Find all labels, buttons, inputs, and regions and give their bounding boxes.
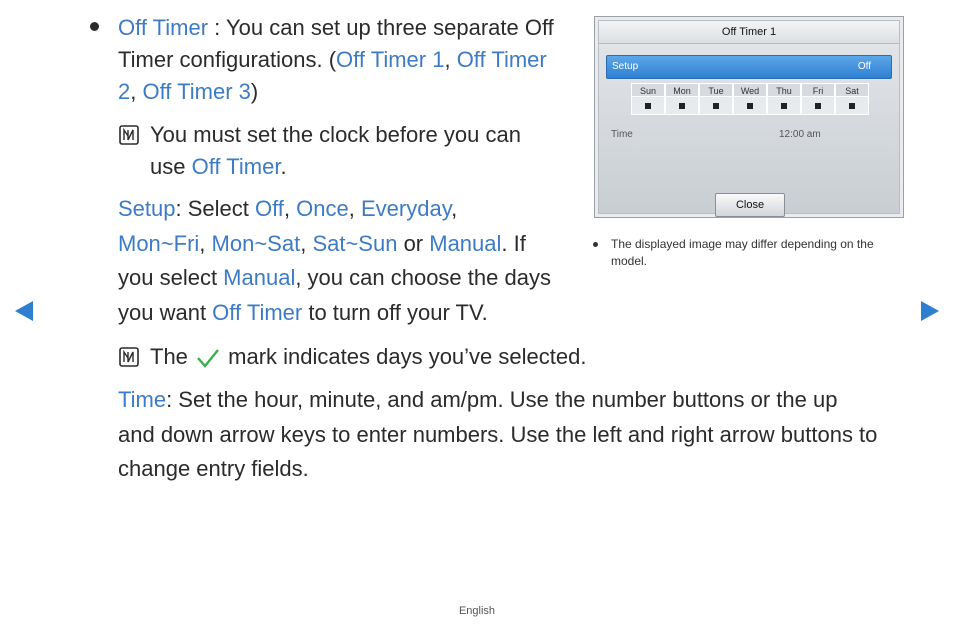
note-icon <box>119 125 139 145</box>
off-timer-screenshot <box>594 16 904 218</box>
time-label: Time <box>611 129 633 140</box>
day-wed[interactable]: Wed <box>733 83 767 115</box>
off-timer-term: Off Timer <box>118 15 209 40</box>
footer-language: English <box>458 605 496 617</box>
day-check-box <box>747 103 753 109</box>
image-caption: The displayed image may differ depending on the model. <box>611 237 874 268</box>
off-timer-2-term: Off Timer <box>456 47 547 72</box>
caption-bullet <box>593 242 598 247</box>
checkmark-icon <box>196 347 220 369</box>
day-check-box <box>645 103 651 109</box>
next-page-arrow-icon[interactable] <box>920 300 940 322</box>
setup-line-1: Setup: Select Off, Once, Everyday, <box>118 196 458 221</box>
setup-line-2: Mon~Fri, Mon~Sat, Sat~Sun or Manual. If <box>118 231 526 256</box>
off-timer-3-term: Off Timer 3 <box>142 79 251 104</box>
setup-label: Setup <box>612 61 639 72</box>
close-button[interactable]: Close <box>715 193 785 217</box>
day-mon[interactable]: Mon <box>665 83 699 115</box>
day-selector <box>631 83 869 115</box>
setup-value: Off <box>857 61 871 72</box>
day-sun[interactable]: Sun <box>631 83 665 115</box>
off-timer-line-3: 2, Off Timer 3) <box>118 79 259 104</box>
day-tue[interactable]: Tue <box>699 83 733 115</box>
day-check-box <box>781 103 787 109</box>
setup-row[interactable] <box>606 55 892 79</box>
day-fri[interactable]: Fri <box>801 83 835 115</box>
note2-line: The mark indicates days you’ve selected. <box>150 344 587 369</box>
note1-line-2: use Off Timer. <box>150 154 287 179</box>
day-check-box <box>679 103 685 109</box>
off-timer-dialog <box>598 20 900 214</box>
day-check-box <box>815 103 821 109</box>
day-check-box <box>849 103 855 109</box>
time-line-2: and down arrow keys to enter numbers. Use the left and right arrow buttons to <box>118 422 878 447</box>
bullet-dot <box>90 22 99 31</box>
previous-page-arrow-icon[interactable] <box>14 300 34 322</box>
dialog-title: Off Timer 1 <box>599 21 899 44</box>
day-check-box <box>713 103 719 109</box>
off-timer-line-2: Timer configurations. (Off Timer 1, Off Timer <box>118 47 547 72</box>
setup-line-4: you want Off Timer to turn off your TV. <box>118 300 488 325</box>
day-thu[interactable]: Thu <box>767 83 801 115</box>
note-icon <box>119 347 139 367</box>
off-timer-1-term: Off Timer 1 <box>336 47 445 72</box>
day-sat[interactable]: Sat <box>835 83 869 115</box>
off-timer-line-1: Off Timer : You can set up three separate Off <box>118 15 554 40</box>
time-line-3: change entry fields. <box>118 456 309 481</box>
time-value[interactable]: 12:00 am <box>779 129 821 140</box>
time-line-1: Time: Set the hour, minute, and am/pm. Use the number buttons or the up <box>118 387 838 412</box>
setup-line-3: you select Manual, you can choose the days <box>118 265 551 290</box>
note1-line-1: You must set the clock before you can <box>150 122 521 147</box>
